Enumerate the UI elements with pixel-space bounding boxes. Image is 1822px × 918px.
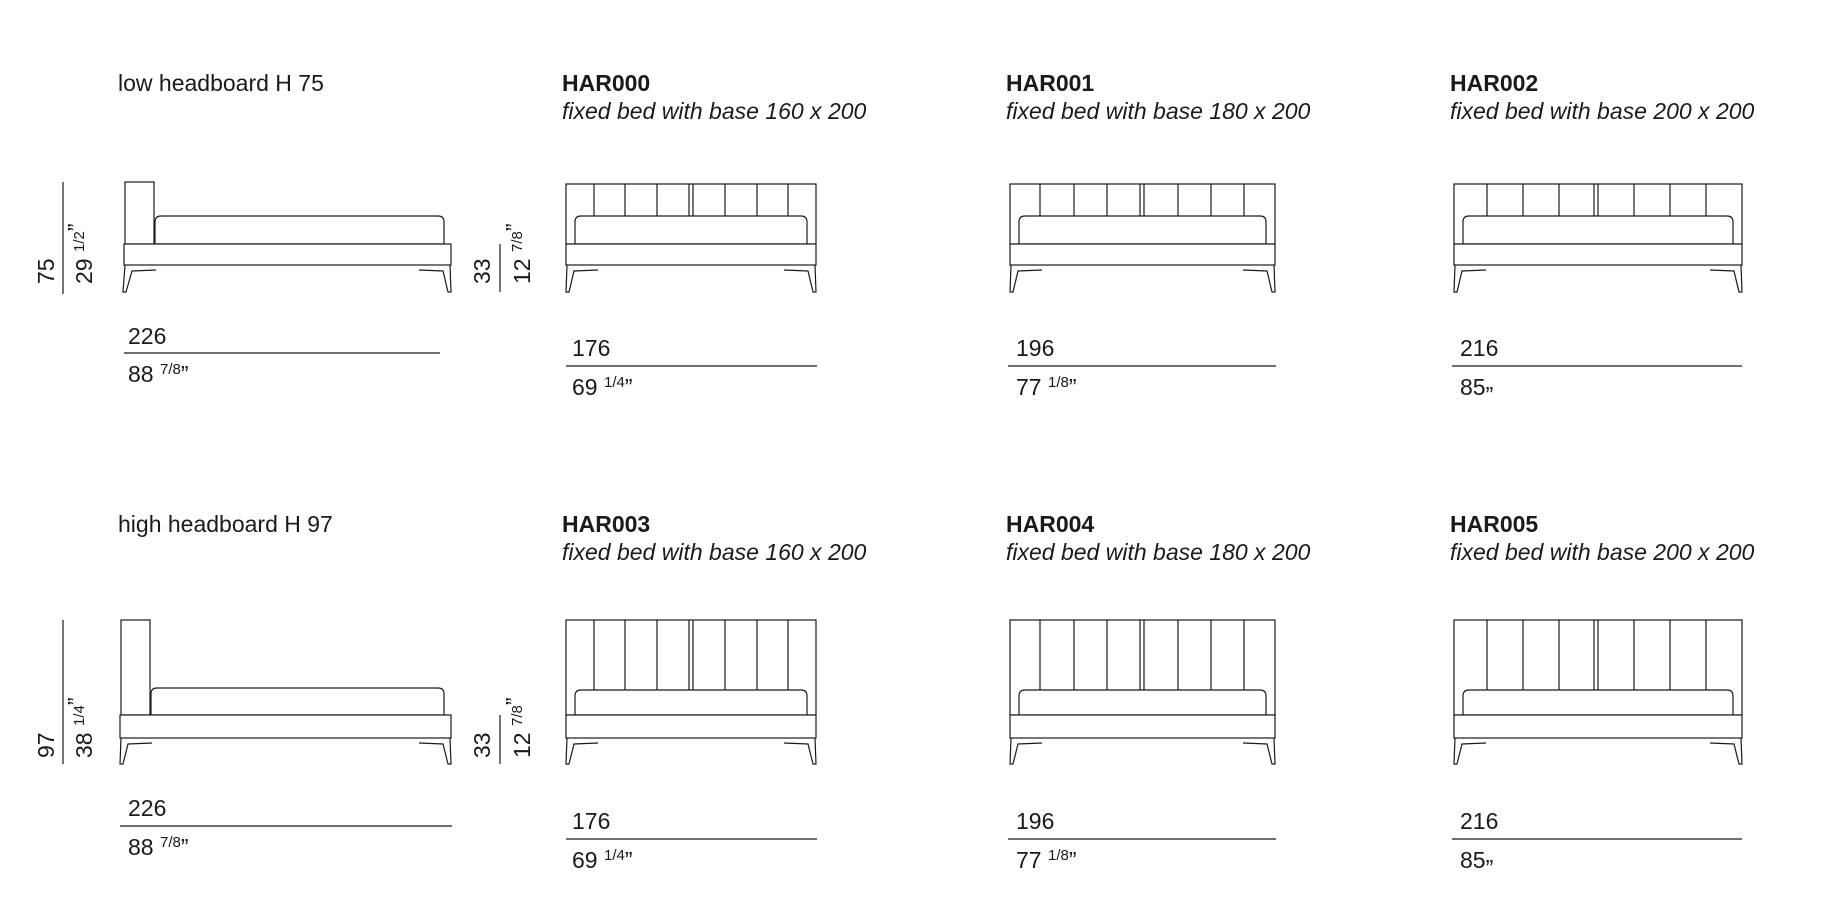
model-har001 [1006, 70, 1311, 400]
width-inch: 85” [1460, 847, 1494, 881]
bed-leg-left [1454, 265, 1486, 292]
front-view-bed [566, 184, 816, 292]
section-high-headboard [33, 511, 1755, 881]
mattress [575, 216, 807, 244]
section-title: high headboard H 97 [118, 511, 333, 537]
length-cm: 226 [128, 323, 167, 349]
model-har000 [562, 70, 867, 400]
bed-leg-left [1010, 738, 1042, 764]
width-cm: 176 [572, 808, 611, 834]
model-description: fixed bed with base 200 x 200 [1450, 98, 1755, 124]
front-view-bed [1010, 620, 1275, 764]
mattress [1463, 216, 1733, 244]
width-inch: 85” [1460, 374, 1494, 408]
width-cm: 196 [1016, 808, 1055, 834]
model-description: fixed bed with base 200 x 200 [1450, 539, 1755, 565]
width-cm: 216 [1460, 335, 1499, 361]
model-code: HAR000 [562, 70, 651, 96]
height-inch: 29 $^{1/2}$” [63, 223, 97, 284]
bed-base [566, 244, 816, 265]
bed-leg-left [1010, 265, 1042, 292]
bed-base [1454, 715, 1742, 738]
bed-leg-right [419, 738, 451, 764]
front-view-bed [1454, 184, 1742, 292]
model-code: HAR002 [1450, 70, 1539, 96]
mattress [155, 216, 444, 244]
model-code: HAR004 [1006, 511, 1095, 537]
width-inch: 69 $^{1/4}$” [572, 374, 633, 400]
mattress [1019, 216, 1266, 244]
bed-leg-right [1710, 265, 1742, 292]
bed-base [120, 715, 451, 738]
seat-height-cm: 33 [469, 258, 495, 284]
front-view-bed [1454, 620, 1742, 764]
bed-leg-right [784, 265, 816, 292]
bed-leg-right [784, 738, 816, 764]
width-cm: 216 [1460, 808, 1499, 834]
width-cm: 176 [572, 335, 611, 361]
bed-leg-left [123, 265, 156, 292]
length-inch: 88 $^{7/8}$” [128, 361, 189, 387]
bed-leg-right [419, 265, 451, 292]
headboard [125, 182, 154, 244]
width-cm: 196 [1016, 335, 1055, 361]
bed-base [1010, 715, 1275, 738]
mattress [1463, 690, 1733, 715]
bed-base [1454, 244, 1742, 265]
bed-base [566, 715, 816, 738]
bed-base [1010, 244, 1275, 265]
height-cm: 97 [33, 732, 59, 758]
model-har005 [1450, 511, 1755, 881]
model-description: fixed bed with base 180 x 200 [1006, 539, 1311, 565]
side-view-bed [123, 182, 451, 292]
model-description: fixed bed with base 180 x 200 [1006, 98, 1311, 124]
seat-height-inch: 12 $^{7/8}$” [501, 697, 535, 758]
seat-height-cm: 33 [469, 732, 495, 758]
model-code: HAR003 [562, 511, 651, 537]
bed-leg-right [1243, 265, 1275, 292]
bed-leg-left [566, 265, 598, 292]
section-low-headboard [33, 70, 1755, 408]
bed-leg-right [1243, 738, 1275, 764]
length-inch: 88 $^{7/8}$” [128, 834, 189, 860]
front-view-bed [566, 620, 816, 764]
height-cm: 75 [33, 258, 59, 284]
bed-base [124, 244, 451, 265]
width-inch: 77 $^{1/8}$” [1016, 374, 1077, 400]
mattress [1019, 690, 1266, 715]
model-har003 [562, 511, 867, 873]
model-code: HAR001 [1006, 70, 1095, 96]
bed-leg-left [566, 738, 598, 764]
model-code: HAR005 [1450, 511, 1539, 537]
width-inch: 77 $^{1/8}$” [1016, 847, 1077, 873]
bed-leg-left [120, 738, 152, 764]
model-description: fixed bed with base 160 x 200 [562, 539, 867, 565]
model-description: fixed bed with base 160 x 200 [562, 98, 867, 124]
seat-height-inch: 12 $^{7/8}$” [501, 223, 535, 284]
front-view-bed [1010, 184, 1275, 292]
bed-leg-right [1710, 738, 1742, 764]
mattress [151, 688, 444, 715]
bed-leg-left [1454, 738, 1486, 764]
length-cm: 226 [128, 795, 167, 821]
mattress [575, 690, 807, 715]
headboard [121, 620, 150, 715]
model-har004 [1006, 511, 1311, 873]
model-har002 [1450, 70, 1755, 408]
width-inch: 69 $^{1/4}$” [572, 847, 633, 873]
side-view-bed [120, 620, 451, 764]
height-inch: 38 $^{1/4}$” [63, 697, 97, 758]
section-title: low headboard H 75 [118, 70, 324, 96]
